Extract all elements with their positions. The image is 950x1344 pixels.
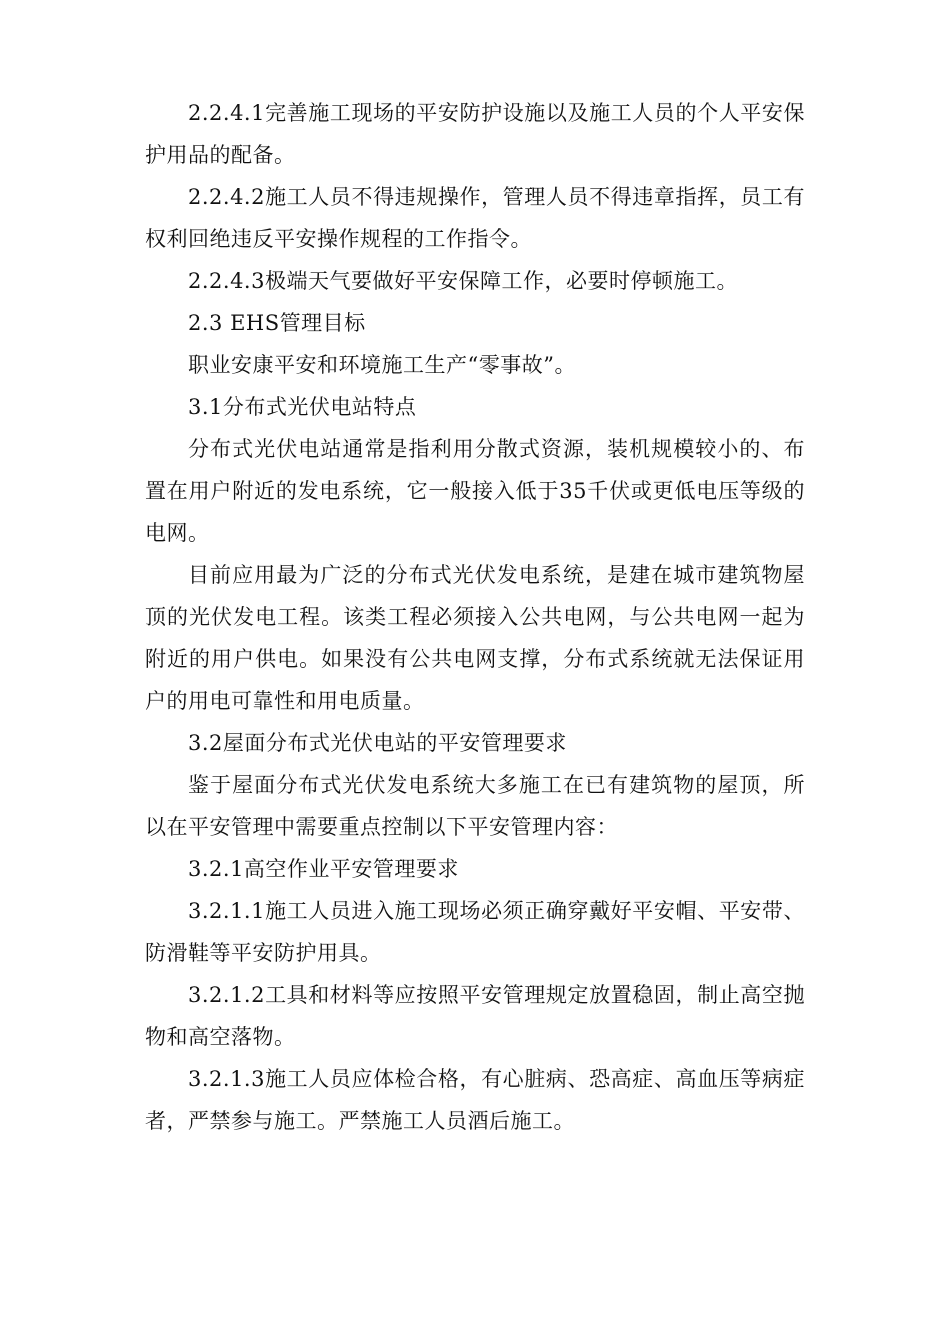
paragraph-3-2-1-2: 3.2.1.2工具和材料等应按照平安管理规定放置稳固，制止高空抛物和高空落物。 (145, 983, 805, 1049)
paragraph-2-2-4-1: 2.2.4.1完善施工现场的平安防护设施以及施工人员的个人平安保护用品的配备。 (145, 101, 805, 167)
paragraph-2-2-4-3: 2.2.4.3极端天气要做好平安保障工作，必要时停顿施工。 (188, 269, 738, 293)
paragraph-3-2-1-1: 3.2.1.1施工人员进入施工现场必须正确穿戴好平安帽、平安带、防滑鞋等平安防护用具。 (145, 899, 805, 965)
heading-2-3: 2.3 EHS管理目标 (188, 311, 366, 335)
heading-3-2: 3.2屋面分布式光伏电站的平安管理要求 (188, 731, 567, 755)
paragraph-2-2-4-2: 2.2.4.2施工人员不得违规操作，管理人员不得违章指挥，员工有权利回绝违反平安操作规程的工作指令。 (145, 185, 805, 251)
paragraph-distributed-application: 目前应用最为广泛的分布式光伏发电系统，是建在城市建筑物屋顶的光伏发电工程。该类工程必须接入公共电网，与公共电网一起为附近的用户供电。如果没有公共电网支撑，分布式系统就无法保证用户的用电可靠性和用电质量。 (145, 563, 805, 713)
paragraph-3-2-1-3: 3.2.1.3施工人员应体检合格，有心脏病、恐高症、高血压等病症者，严禁参与施工。严禁施工人员酒后施工。 (145, 1067, 805, 1133)
paragraph-ehs-goal: 职业安康平安和环境施工生产“零事故”。 (188, 353, 576, 377)
heading-3-1: 3.1分布式光伏电站特点 (188, 395, 417, 419)
paragraph-distributed-definition: 分布式光伏电站通常是指利用分散式资源，装机规模较小的、布置在用户附近的发电系统，它一般接入低于35千伏或更低电压等级的电网。 (145, 437, 805, 545)
document-body (145, 92, 805, 1142)
heading-3-2-1: 3.2.1高空作业平安管理要求 (188, 857, 459, 881)
paragraph-roof-safety-intro: 鉴于屋面分布式光伏发电系统大多施工在已有建筑物的屋顶，所以在平安管理中需要重点控制以下平安管理内容： (145, 773, 805, 839)
